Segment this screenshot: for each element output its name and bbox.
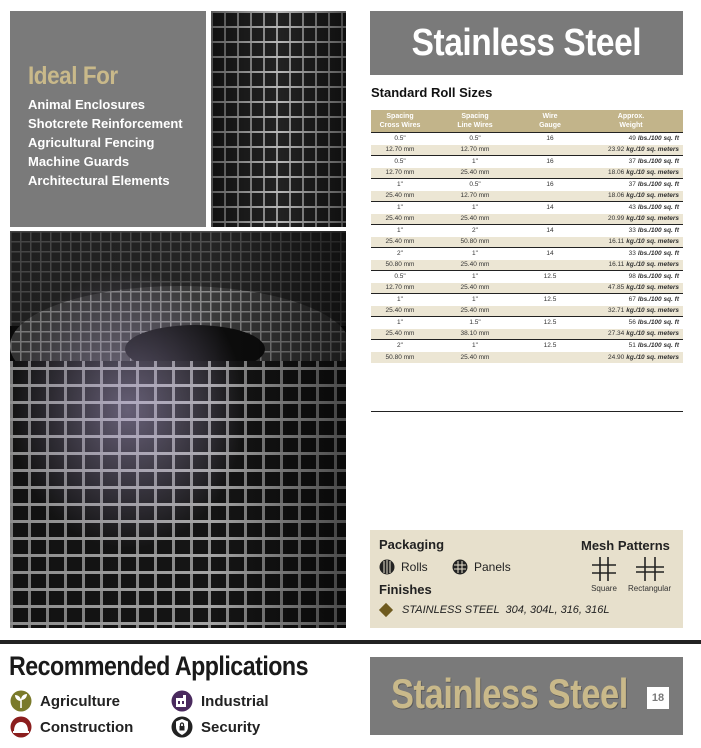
title-banner xyxy=(370,11,683,75)
weight-kg: 32.71 kg./10 sq. meters xyxy=(579,306,683,317)
table-row-metric xyxy=(371,214,683,225)
wire-gauge: 16 xyxy=(521,133,579,145)
table-row-metric xyxy=(371,145,683,156)
weight-kg: 24.90 kg./10 sq. meters xyxy=(579,352,683,363)
factory-icon xyxy=(171,690,193,712)
application-security xyxy=(171,716,260,738)
mesh-patterns-heading: Mesh Patterns xyxy=(581,538,670,553)
panel-icon xyxy=(452,559,468,575)
line-spacing-mm: 25.40 mm xyxy=(429,283,521,294)
line-spacing-mm: 25.40 mm xyxy=(429,306,521,317)
weight-lbs: 37 lbs./100 sq. ft xyxy=(579,156,683,168)
cross-spacing-in: 0.5" xyxy=(371,133,429,145)
ideal-for-item: Animal Enclosures xyxy=(28,97,146,112)
roll-sizes-heading: Standard Roll Sizes xyxy=(371,85,493,100)
mesh-pattern-label: Square xyxy=(591,584,617,593)
mesh-pattern-label: Rectangular xyxy=(628,584,672,593)
cross-spacing-mm: 12.70 mm xyxy=(371,283,429,294)
square-mesh-icon xyxy=(591,556,617,582)
line-spacing-in: 0.5" xyxy=(429,179,521,191)
line-spacing-in: 1" xyxy=(429,340,521,352)
application-label: Industrial xyxy=(201,692,269,710)
cross-spacing-in: 2" xyxy=(371,248,429,260)
line-spacing-in: 1" xyxy=(429,202,521,214)
ideal-for-list xyxy=(28,95,206,190)
packaging-panel xyxy=(370,530,683,628)
line-spacing-mm: 50.80 mm xyxy=(429,237,521,248)
empty-cell xyxy=(521,306,579,317)
finishes-heading: Finishes xyxy=(379,582,432,597)
table-row xyxy=(371,248,683,260)
line-spacing-mm: 25.40 mm xyxy=(429,352,521,363)
ideal-for-panel xyxy=(10,11,206,227)
table-row-metric xyxy=(371,191,683,202)
weight-kg: 18.06 kg./10 sq. meters xyxy=(579,191,683,202)
section-divider xyxy=(0,640,701,644)
mesh-closeup-image xyxy=(211,11,346,227)
line-spacing-in: 0.5" xyxy=(429,133,521,145)
cross-spacing-in: 1" xyxy=(371,179,429,191)
wire-gauge: 14 xyxy=(521,225,579,237)
ideal-for-item: Architectural Elements xyxy=(28,173,170,188)
wire-gauge: 12.5 xyxy=(521,294,579,306)
wire-gauge: 12.5 xyxy=(521,271,579,283)
application-label: Construction xyxy=(40,718,134,736)
weight-kg: 27.34 kg./10 sq. meters xyxy=(579,329,683,340)
column-header: Spacing Cross Wires xyxy=(371,110,429,133)
packaging-option-label: Rolls xyxy=(401,560,428,574)
table-row xyxy=(371,294,683,306)
finishes-line xyxy=(379,604,610,616)
mesh-roll-photo xyxy=(10,231,346,628)
cross-spacing-in: 1" xyxy=(371,317,429,329)
mesh-closeup-photo xyxy=(211,11,346,227)
weight-lbs: 98 lbs./100 sq. ft xyxy=(579,271,683,283)
weight-lbs: 43 lbs./100 sq. ft xyxy=(579,202,683,214)
line-spacing-in: 1.5" xyxy=(429,317,521,329)
table-row-metric xyxy=(371,283,683,294)
empty-cell xyxy=(521,329,579,340)
table-row-metric xyxy=(371,260,683,271)
cross-spacing-in: 0.5" xyxy=(371,156,429,168)
table-row-metric xyxy=(371,168,683,179)
weight-kg: 20.99 kg./10 sq. meters xyxy=(579,214,683,225)
line-spacing-mm: 25.40 mm xyxy=(429,214,521,225)
ideal-for-item: Shotcrete Reinforcement xyxy=(28,116,183,131)
ideal-for-item: Machine Guards xyxy=(28,154,130,169)
line-spacing-mm: 25.40 mm xyxy=(429,168,521,179)
cross-spacing-mm: 50.80 mm xyxy=(371,352,429,363)
line-spacing-in: 1" xyxy=(429,156,521,168)
application-agriculture xyxy=(10,690,120,712)
line-spacing-mm: 12.70 mm xyxy=(429,191,521,202)
table-row xyxy=(371,179,683,191)
column-header: Spacing Line Wires xyxy=(429,110,521,133)
cross-spacing-in: 1" xyxy=(371,202,429,214)
line-spacing-mm: 38.10 mm xyxy=(429,329,521,340)
cross-spacing-mm: 25.40 mm xyxy=(371,306,429,317)
table-bottom-rule xyxy=(371,411,683,412)
table-row xyxy=(371,317,683,329)
empty-cell xyxy=(521,237,579,248)
page-title: Stainless Steel xyxy=(411,21,642,64)
cross-spacing-mm: 12.70 mm xyxy=(371,168,429,179)
footer-title: Stainless Steel xyxy=(391,670,628,717)
footer-banner xyxy=(370,657,683,735)
application-industrial xyxy=(171,690,269,712)
empty-cell xyxy=(521,168,579,179)
table-row-metric xyxy=(371,352,683,363)
cross-spacing-mm: 12.70 mm xyxy=(371,145,429,156)
empty-cell xyxy=(521,145,579,156)
line-spacing-in: 1" xyxy=(429,294,521,306)
empty-cell xyxy=(521,260,579,271)
weight-kg: 18.06 kg./10 sq. meters xyxy=(579,168,683,179)
mesh-pattern-square xyxy=(591,556,617,593)
cross-spacing-mm: 25.40 mm xyxy=(371,329,429,340)
empty-cell xyxy=(521,214,579,225)
table-row xyxy=(371,271,683,283)
empty-cell xyxy=(521,191,579,202)
table-row-metric xyxy=(371,306,683,317)
ideal-for-title: Ideal For xyxy=(28,62,118,90)
weight-lbs: 33 lbs./100 sq. ft xyxy=(579,225,683,237)
wire-gauge: 16 xyxy=(521,179,579,191)
wire-gauge: 16 xyxy=(521,156,579,168)
page-number: 18 xyxy=(647,687,669,709)
shield-lock-icon xyxy=(171,716,193,738)
packaging-option-panels xyxy=(452,559,511,575)
cross-spacing-mm: 25.40 mm xyxy=(371,237,429,248)
weight-kg: 16.11 kg./10 sq. meters xyxy=(579,260,683,271)
weight-kg: 23.92 kg./10 sq. meters xyxy=(579,145,683,156)
table-header-row xyxy=(371,110,683,133)
weight-kg: 16.11 kg./10 sq. meters xyxy=(579,237,683,248)
packaging-heading: Packaging xyxy=(379,537,445,552)
cross-spacing-in: 1" xyxy=(371,294,429,306)
plant-icon xyxy=(10,690,32,712)
weight-lbs: 67 lbs./100 sq. ft xyxy=(579,294,683,306)
empty-cell xyxy=(521,352,579,363)
wire-gauge: 12.5 xyxy=(521,340,579,352)
weight-lbs: 49 lbs./100 sq. ft xyxy=(579,133,683,145)
table-row-metric xyxy=(371,329,683,340)
cross-spacing-mm: 25.40 mm xyxy=(371,191,429,202)
finishes-text: STAINLESS STEEL 304, 304L, 316, 316L xyxy=(402,604,610,616)
weight-lbs: 33 lbs./100 sq. ft xyxy=(579,248,683,260)
table-row xyxy=(371,340,683,352)
hardhat-icon xyxy=(10,716,32,738)
cross-spacing-mm: 25.40 mm xyxy=(371,214,429,225)
diamond-bullet-icon xyxy=(379,603,393,617)
application-label: Agriculture xyxy=(40,692,121,710)
column-header: Wire Gauge xyxy=(521,110,579,133)
roll-sizes-table xyxy=(371,110,683,363)
column-header: Approx. Weight xyxy=(579,110,683,133)
weight-lbs: 56 lbs./100 sq. ft xyxy=(579,317,683,329)
weight-kg: 47.85 kg./10 sq. meters xyxy=(579,283,683,294)
table-row xyxy=(371,133,683,145)
table-row xyxy=(371,202,683,214)
weight-lbs: 37 lbs./100 sq. ft xyxy=(579,179,683,191)
line-spacing-in: 1" xyxy=(429,271,521,283)
cross-spacing-mm: 50.80 mm xyxy=(371,260,429,271)
ideal-for-item: Agricultural Fencing xyxy=(28,135,155,150)
line-spacing-mm: 12.70 mm xyxy=(429,145,521,156)
wire-gauge: 12.5 xyxy=(521,317,579,329)
wire-gauge: 14 xyxy=(521,248,579,260)
rectangular-mesh-icon xyxy=(635,556,665,582)
application-construction xyxy=(10,716,133,738)
line-spacing-in: 2" xyxy=(429,225,521,237)
application-label: Security xyxy=(201,718,261,736)
empty-cell xyxy=(521,283,579,294)
line-spacing-in: 1" xyxy=(429,248,521,260)
packaging-option-label: Panels xyxy=(474,560,511,574)
cross-spacing-in: 0.5" xyxy=(371,271,429,283)
cross-spacing-in: 1" xyxy=(371,225,429,237)
weight-lbs: 51 lbs./100 sq. ft xyxy=(579,340,683,352)
packaging-option-rolls xyxy=(379,559,428,575)
cross-spacing-in: 2" xyxy=(371,340,429,352)
roll-icon xyxy=(379,559,395,575)
roll-sizes-body xyxy=(371,133,683,363)
mesh-roll-image xyxy=(10,231,346,628)
wire-gauge: 14 xyxy=(521,202,579,214)
table-row xyxy=(371,156,683,168)
line-spacing-mm: 25.40 mm xyxy=(429,260,521,271)
table-row xyxy=(371,225,683,237)
applications-heading: Recommended Applications xyxy=(9,651,308,681)
mesh-pattern-rectangular xyxy=(628,556,671,593)
table-row-metric xyxy=(371,237,683,248)
